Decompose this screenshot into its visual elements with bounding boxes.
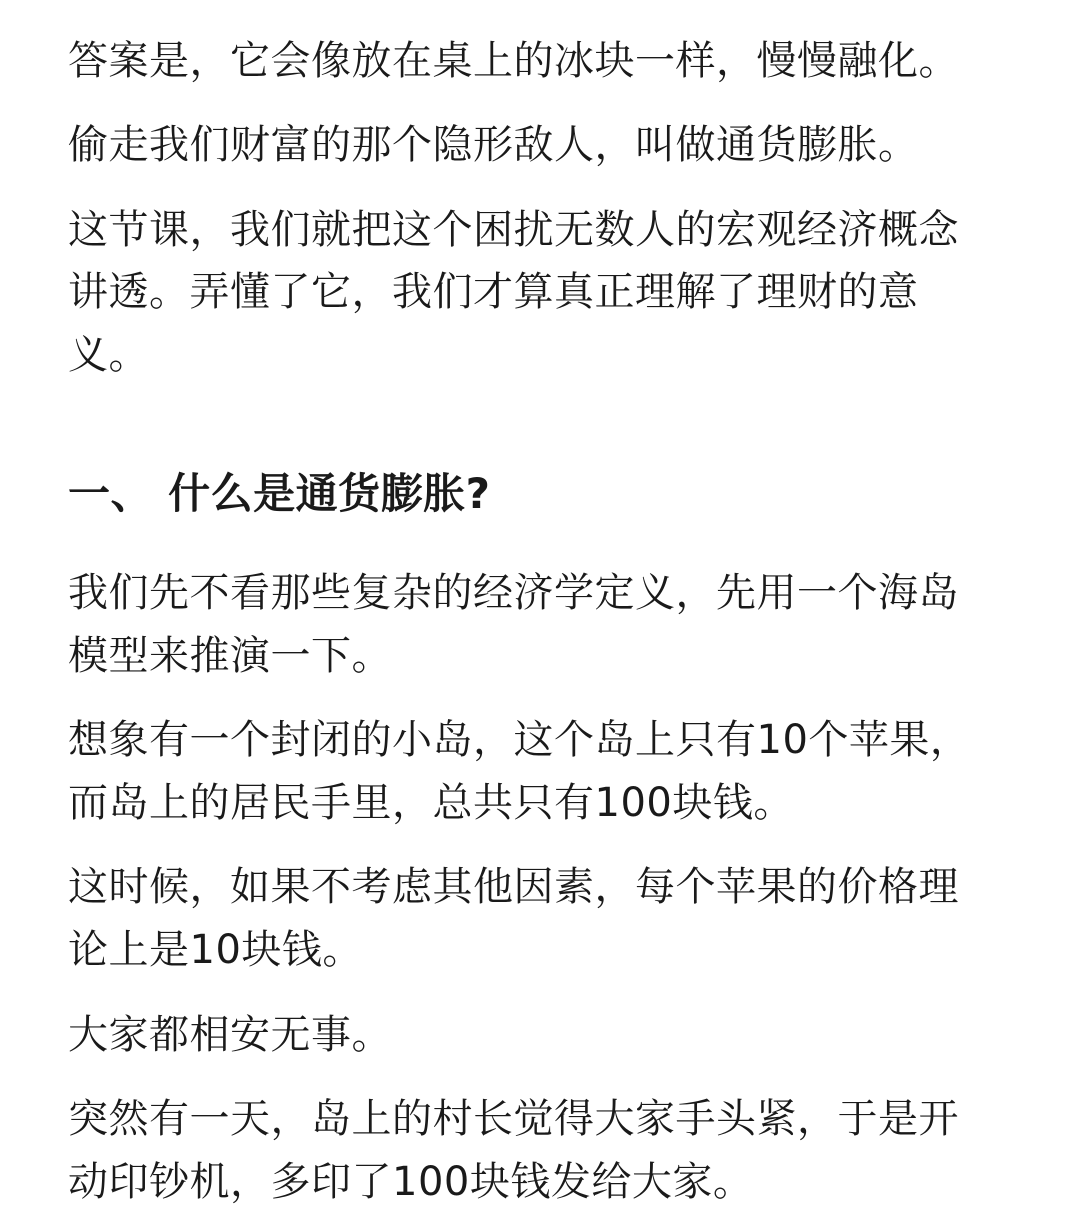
- paragraph-line: 而岛上的居民手里，总共只有100块钱。: [68, 780, 794, 826]
- paragraph-line: 这时候，如果不考虑其他因素，每个苹果的价格理: [68, 864, 959, 910]
- paragraph-line: 模型来推演一下。: [68, 633, 392, 679]
- paragraph-line: 大家都相安无事。: [68, 1012, 392, 1058]
- paragraph-line: 讲透。弄懂了它，我们才算真正理解了理财的意: [68, 269, 919, 315]
- paragraph-line: 我们先不看那些复杂的经济学定义，先用一个海岛: [68, 570, 959, 616]
- paragraph-line: 想象有一个封闭的小岛，这个岛上只有10个苹果，: [68, 717, 971, 763]
- paragraph-line: 动印钞机，多印了100块钱发给大家。: [68, 1159, 754, 1205]
- paragraph-line: 答案是，它会像放在桌上的冰块一样，慢慢融化。: [68, 38, 959, 84]
- paragraph-line: 这节课，我们就把这个困扰无数人的宏观经济概念: [68, 207, 959, 253]
- paragraph-line: 义。: [68, 332, 149, 378]
- paragraph-line: 偷走我们财富的那个隐形敌人，叫做通货膨胀。: [68, 122, 919, 168]
- paragraph-line: 突然有一天，岛上的村长觉得大家手头紧，于是开: [68, 1096, 959, 1142]
- paragraph-line: 论上是10块钱。: [68, 927, 363, 973]
- section-heading: 一、 什么是通货膨胀?: [68, 469, 491, 518]
